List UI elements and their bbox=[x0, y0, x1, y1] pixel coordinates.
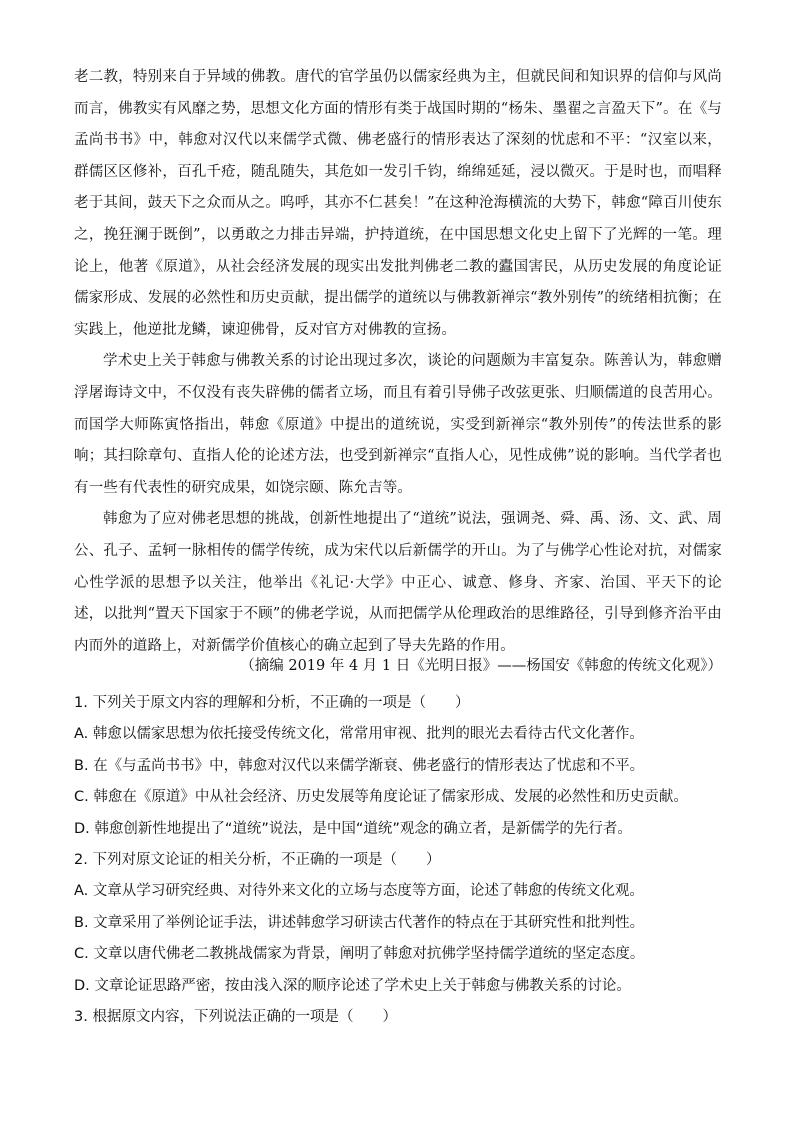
passage-paragraph-1: 老二教，特别来自于异域的佛教。唐代的官学虽仍以儒家经典为主，但就民间和知识界的信仰与风尚而言，佛教实有风靡之势，思想文化方面的情形有类于战国时期的“杨朱、墨翟之言盈天下”。在《与孟尚书书》中，韩愈对汉代以来儒学式微、佛老盛行的情形表达了深刻的忧虑和不平：“汉室以来，群儒区区修补，百孔千疮，随乱随失，其危如一发引千钧，绵绵延延，浸以微灭。于是时也，而唱释老于其间，鼓天下之众而从之。呜呼，其亦不仁甚矣！”在这种沧海横流的大势下，韩愈“障百川使东之，挽狂澜于既倒”，以勇敢之力排击异端，护持道统，在中国思想文化史上留下了光辉的一笔。理论上，他著《原道》，从社会经济发展的现实出发批判佛老二教的蠹国害民，从历史发展的角度论证儒家形成、发展的必然性和历史贡献，提出儒学的道统以与佛教新禅宗“教外别传”的统绪相抗衡；在实践上，他逆批龙鳞，谏迎佛骨，反对官方对佛教的宣扬。 bbox=[74, 69, 722, 338]
question-2-stem: 2. 下列对原文论证的相关分析，不正确的一项是（ ） bbox=[74, 852, 441, 869]
question-2-option-d: D. 文章论证思路严密，按由浅入深的顺序论述了学术史上关于韩愈与佛教关系的讨论。 bbox=[74, 977, 631, 994]
passage-paragraph-3: 韩愈为了应对佛老思想的挑战，创新性地提出了“道统”说法，强调尧、舜、禹、汤、文、武、周公、孔子、孟轲一脉相传的儒学传统，成为宋代以后新儒学的开山。为了与佛学心性论对抗，对儒家心性学派的思想予以关注，他举出《礼记·大学》中正心、诚意、修身、齐家、治国、平天下的论述，以批判“置天下国家于不顾”的佛老学说，从而把儒学从伦理政治的思维路径，引导到修齐治平由内而外的道路上，对新儒学价值核心的确立起到了导夫先路的作用。 bbox=[74, 511, 722, 654]
passage-source: （摘编 2019 年 4 月 1 日《光明日报》——杨国安《韩愈的传统文化观》） bbox=[240, 658, 722, 674]
question-1-option-d: D. 韩愈创新性地提出了“道统”说法，是中国“道统”观念的确立者，是新儒学的先行者。 bbox=[74, 820, 632, 837]
question-3-stem: 3. 根据原文内容，下列说法正确的一项是（ ） bbox=[74, 1009, 397, 1026]
passage-paragraph-2: 学术史上关于韩愈与佛教关系的讨论出现过多次，谈论的问题颇为丰富复杂。陈善认为，韩愈赠浮屠诲诗文中，不仅没有丧失辟佛的儒者立场，而且有着引导佛子改弦更张、归顺儒道的良苦用心。而国学大师陈寅恪指出，韩愈《原道》中提出的道统说，实受到新禅宗“教外别传”的传法世系的影响；其扫除章句、直指人伦的论述方法，也受到新禅宗“直指人心，见性成佛”说的影响。当代学者也有一些有代表性的研究成果，如饶宗颐、陈允吉等。 bbox=[74, 353, 722, 496]
question-2-option-c: C. 文章以唐代佛老二教挑战儒家为背景，阐明了韩愈对抗佛学坚持儒学道统的坚定态度。 bbox=[74, 946, 645, 963]
question-1-stem: 1. 下列关于原文内容的理解和分析，不正确的一项是（ ） bbox=[74, 695, 470, 711]
question-list bbox=[74, 688, 722, 1033]
question-2-option-b: B. 文章采用了举例论证手法，讲述韩愈学习研读古代著作的特点在于其研究性和批判性。 bbox=[74, 914, 645, 931]
question-2-option-a: A. 文章从学习研究经典、对待外来文化的立场与态度等方面，论述了韩愈的传统文化观。 bbox=[74, 883, 644, 900]
question-1-option-c: C. 韩愈在《原道》中从社会经济、历史发展等角度论证了儒家形成、发展的必然性和历史贡献。 bbox=[74, 789, 688, 806]
question-1-option-a: A. 韩愈以儒家思想为依托接受传统文化，常常用审视、批判的眼光去看待古代文化著作。 bbox=[74, 726, 644, 743]
question-1-option-b: B. 在《与孟尚书书》中，韩愈对汉代以来儒学渐衰、佛老盛行的情形表达了忧虑和不平。 bbox=[74, 757, 645, 774]
reading-passage bbox=[74, 62, 722, 662]
